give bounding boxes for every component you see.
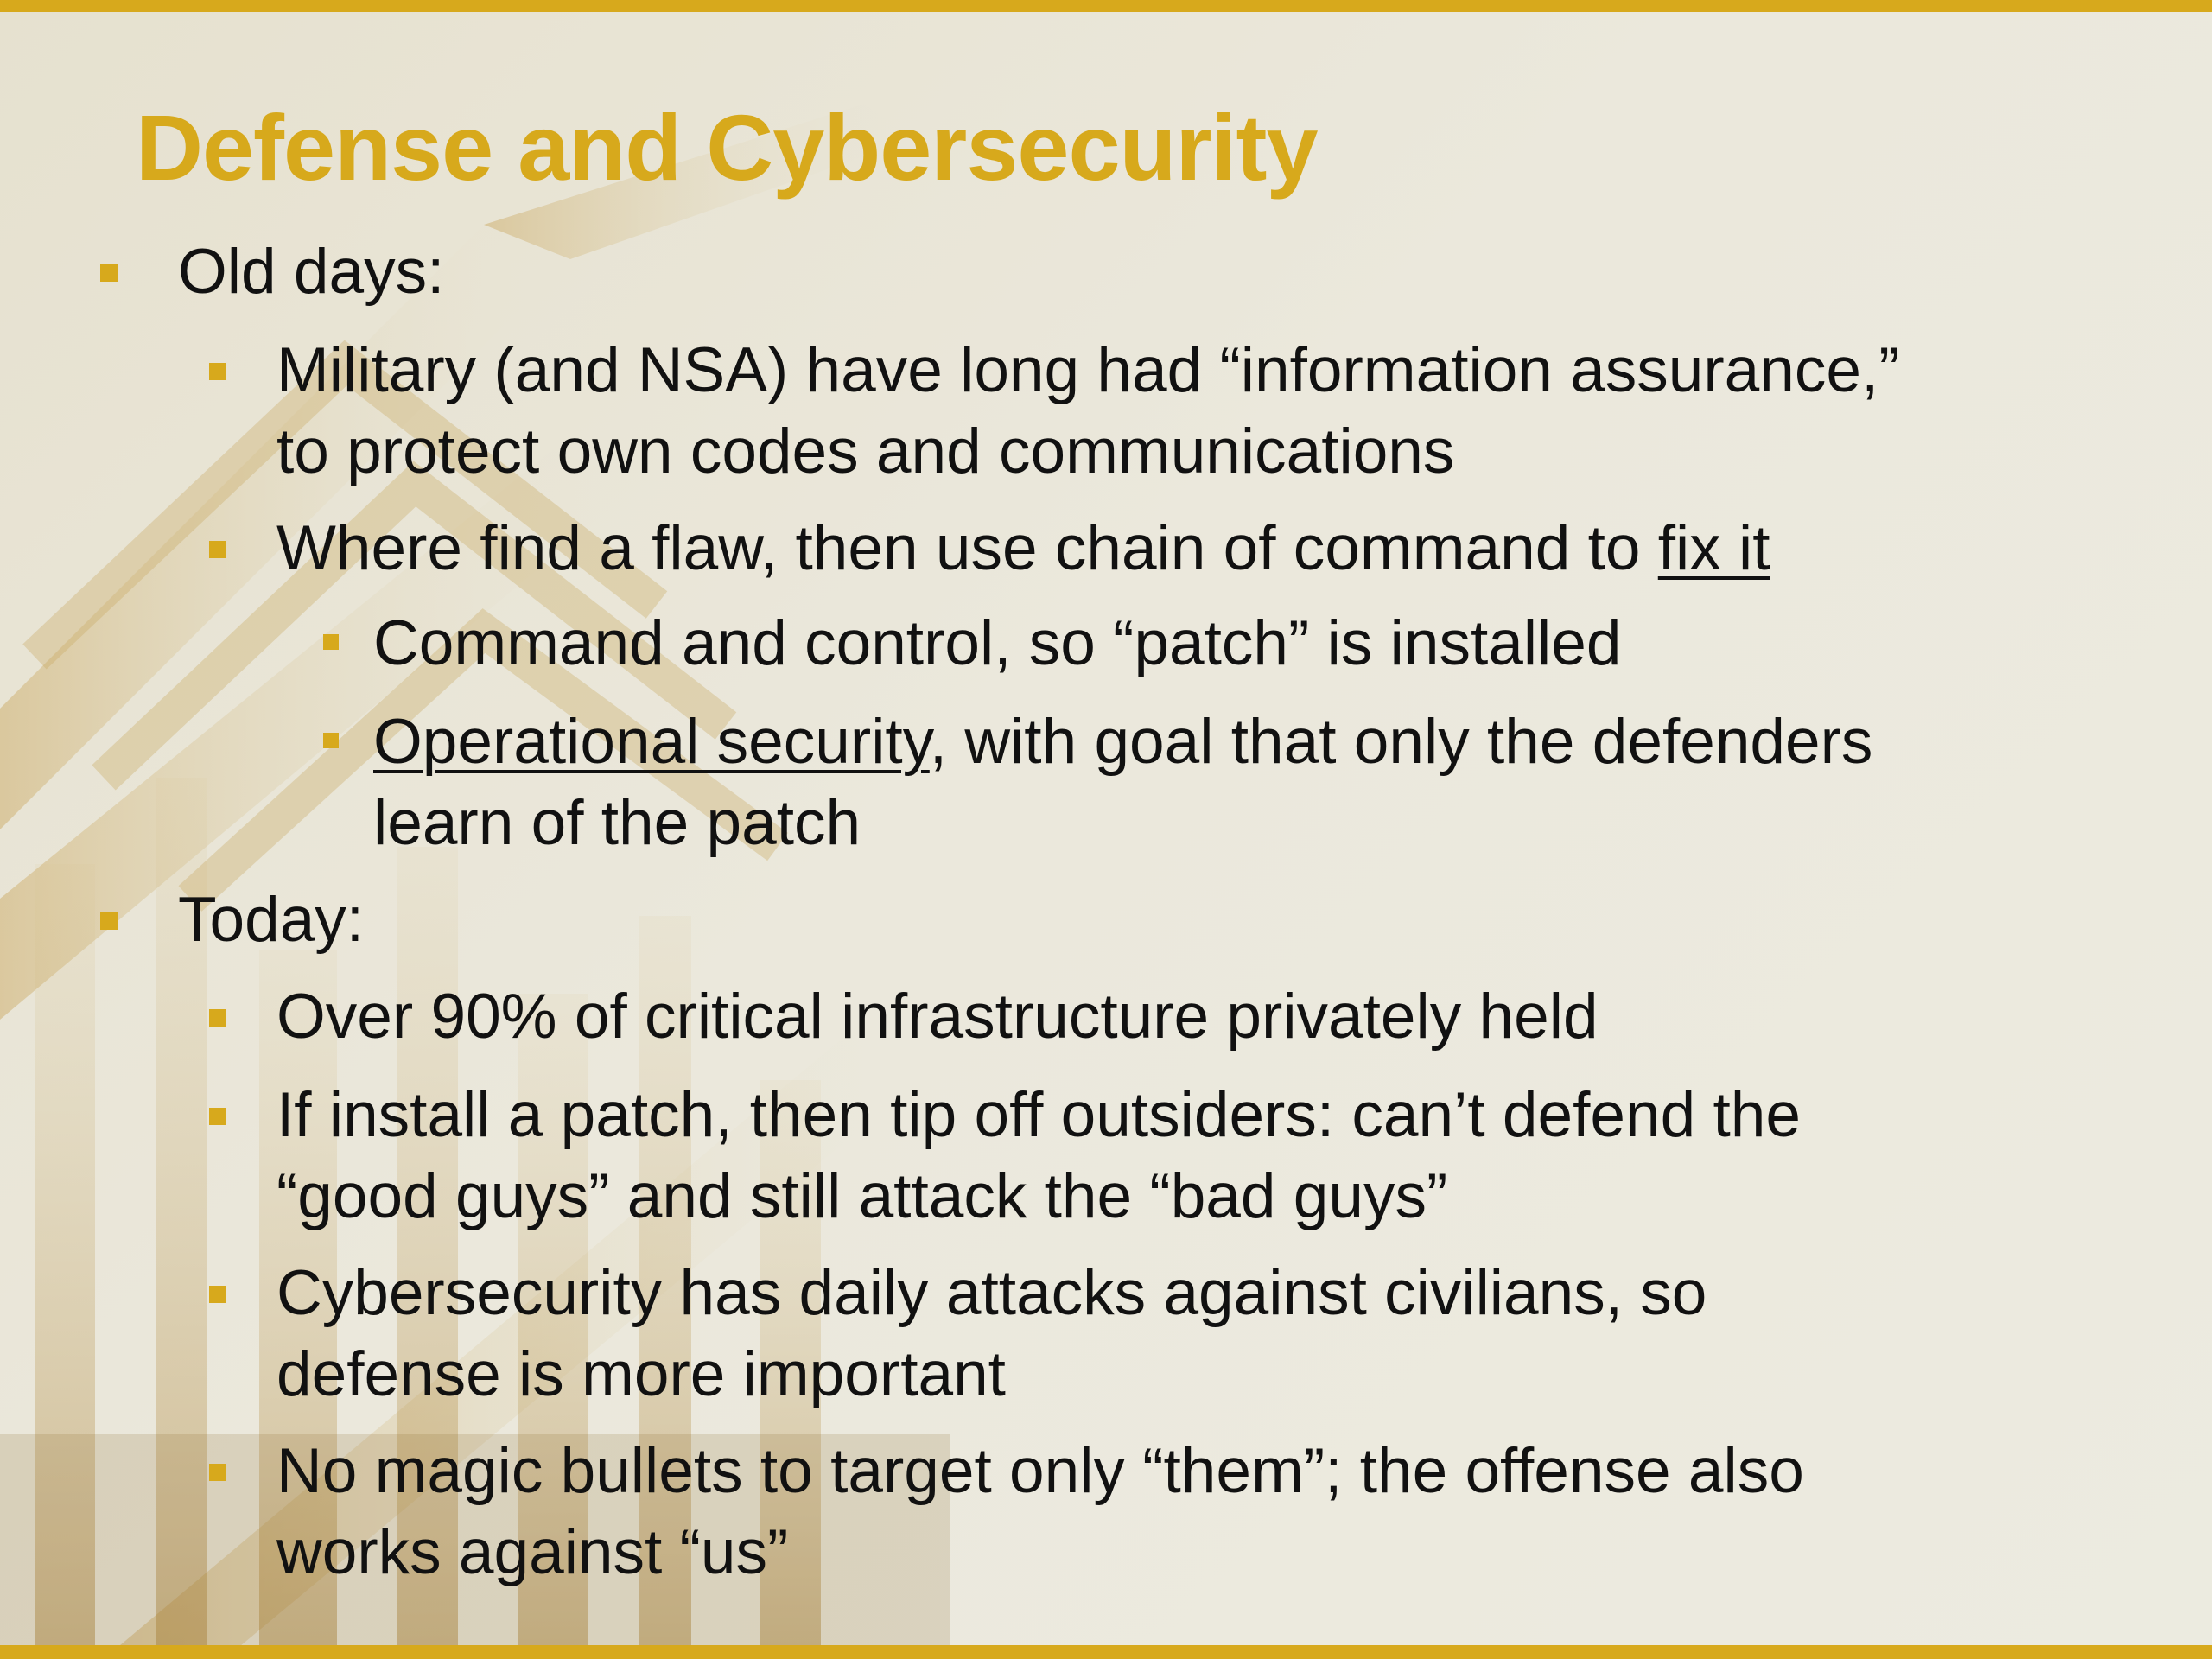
square-bullet-icon [209, 1108, 226, 1125]
square-bullet-icon [209, 541, 226, 558]
bullet-text-old-days: Old days: [178, 237, 445, 307]
square-bullet-icon [100, 912, 118, 930]
list-item [276, 508, 1770, 589]
bullet-text-opsec-line2: learn of the patch [373, 788, 861, 858]
bullet-text-daily-line2: defense is more important [276, 1339, 1006, 1409]
bullet-text-magic-line1: No magic bullets to target only “them”; the offense also [276, 1436, 1804, 1506]
square-bullet-icon [100, 264, 118, 282]
list-item [276, 1431, 1804, 1593]
list-item [373, 702, 1872, 864]
list-item [178, 880, 364, 961]
list-item [178, 232, 444, 313]
square-bullet-icon [209, 1464, 226, 1481]
list-item [276, 330, 1900, 493]
square-bullet-icon [323, 634, 339, 650]
square-bullet-icon [209, 363, 226, 380]
square-bullet-icon [209, 1009, 226, 1027]
list-item [276, 1253, 1707, 1415]
list-item [373, 603, 1621, 684]
fix-it-underlined: fix it [1657, 513, 1770, 583]
bottom-accent-bar [0, 1645, 2212, 1659]
square-bullet-icon [323, 733, 339, 748]
square-bullet-icon [209, 1286, 226, 1303]
bullet-text-magic-line2: works against “us” [276, 1517, 789, 1587]
bullet-text-flaw [276, 508, 1770, 589]
flaw-text: Where find a flaw, then use chain of command to [276, 513, 1658, 583]
bullet-text-patch-line2: “good guys” and still attack the “bad guys” [276, 1161, 1448, 1231]
list-item [276, 976, 1599, 1058]
bullet-text-infrastructure: Over 90% of critical infrastructure privately held [276, 982, 1599, 1052]
bullet-text-military-line2: to protect own codes and communications [276, 416, 1455, 486]
slide-title: Defense and Cybersecurity [136, 95, 1318, 200]
bullet-text-today: Today: [178, 885, 365, 955]
opsec-text: , with goal that only the defenders [929, 707, 1873, 777]
operational-security-underlined: Operational security [373, 707, 930, 777]
bullet-text-daily-line1: Cybersecurity has daily attacks against civilians, so [276, 1258, 1707, 1328]
bullet-text-military-line1: Military (and NSA) have long had “information assurance,” [276, 335, 1900, 405]
bullet-text-opsec-line1 [373, 702, 1872, 783]
bullet-text-patch-line1: If install a patch, then tip off outsiders: can’t defend the [276, 1080, 1801, 1150]
bullet-text-command-control: Command and control, so “patch” is installed [373, 608, 1622, 678]
list-item [276, 1075, 1801, 1237]
